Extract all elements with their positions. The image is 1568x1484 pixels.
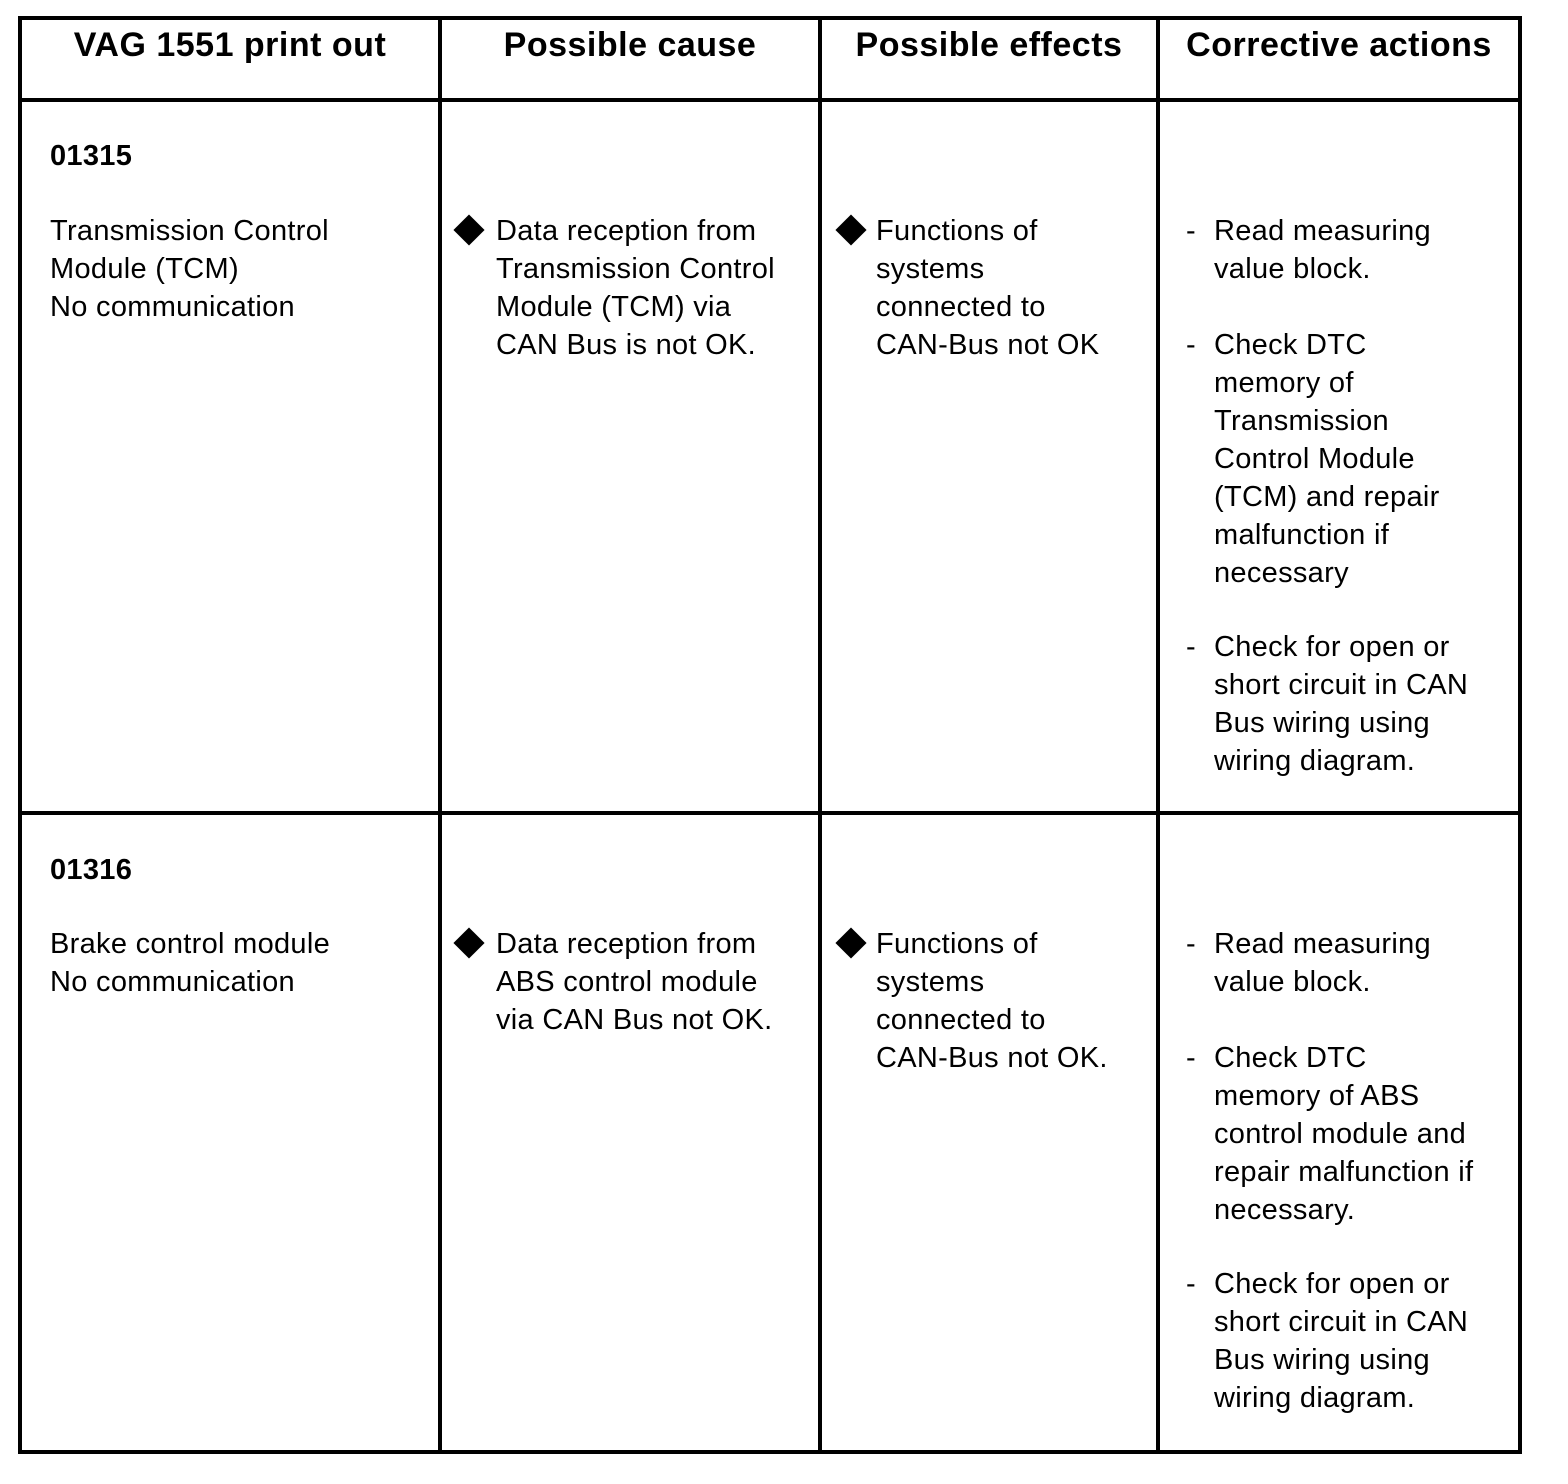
possible-effect-text: Functions of systems connected to CAN-Bus not OK.: [876, 928, 1108, 1074]
dtc-code: 01315: [50, 140, 133, 172]
bullet-diamond-icon: [453, 927, 484, 958]
corrective-action: Read measuring value block.: [1214, 215, 1431, 285]
column-divider-2: [818, 16, 822, 1454]
table-border-right: [1518, 16, 1522, 1454]
header-possible-cause: Possible cause: [503, 26, 757, 64]
action-dash: -: [1186, 329, 1196, 361]
corrective-action: Check DTC memory of ABS control module and repair malfunction if necessary.: [1214, 1042, 1474, 1226]
bullet-diamond-icon: [835, 214, 866, 245]
corrective-action: Read measuring value block.: [1214, 928, 1431, 998]
possible-cause-text: Data reception from Transmission Control Module (TCM) via CAN Bus is not OK.: [496, 215, 775, 361]
possible-cause-text: Data reception from ABS control module via CAN Bus not OK.: [496, 928, 773, 1036]
corrective-action: Check for open or short circuit in CAN Bus wiring using wiring diagram.: [1214, 1268, 1469, 1414]
table-border-left: [18, 16, 22, 1454]
header-possible-effects: Possible effects: [855, 26, 1123, 64]
row-divider: [18, 811, 1522, 815]
corrective-action: Check DTC memory of Transmission Control Module (TCM) and repair malfunction if necessary: [1214, 329, 1440, 589]
dtc-description: Transmission Control Module (TCM) No communication: [50, 215, 329, 323]
action-dash: -: [1186, 1042, 1196, 1074]
possible-effect-text: Functions of systems connected to CAN-Bus not OK: [876, 215, 1100, 361]
table-border-bottom: [18, 1450, 1522, 1454]
action-dash: -: [1186, 215, 1196, 247]
bullet-diamond-icon: [453, 214, 484, 245]
column-divider-3: [1156, 16, 1160, 1454]
dtc-table: [18, 16, 1522, 1454]
column-divider-1: [438, 16, 442, 1454]
action-dash: -: [1186, 1268, 1196, 1300]
bullet-diamond-icon: [835, 927, 866, 958]
header-vag-printout: VAG 1551 print out: [73, 26, 387, 64]
action-dash: -: [1186, 928, 1196, 960]
header-corrective-actions: Corrective actions: [1186, 26, 1492, 64]
action-dash: -: [1186, 631, 1196, 663]
dtc-code: 01316: [50, 854, 133, 886]
dtc-description: Brake control module No communication: [50, 928, 331, 998]
corrective-action: Check for open or short circuit in CAN Bus wiring using wiring diagram.: [1214, 631, 1469, 777]
